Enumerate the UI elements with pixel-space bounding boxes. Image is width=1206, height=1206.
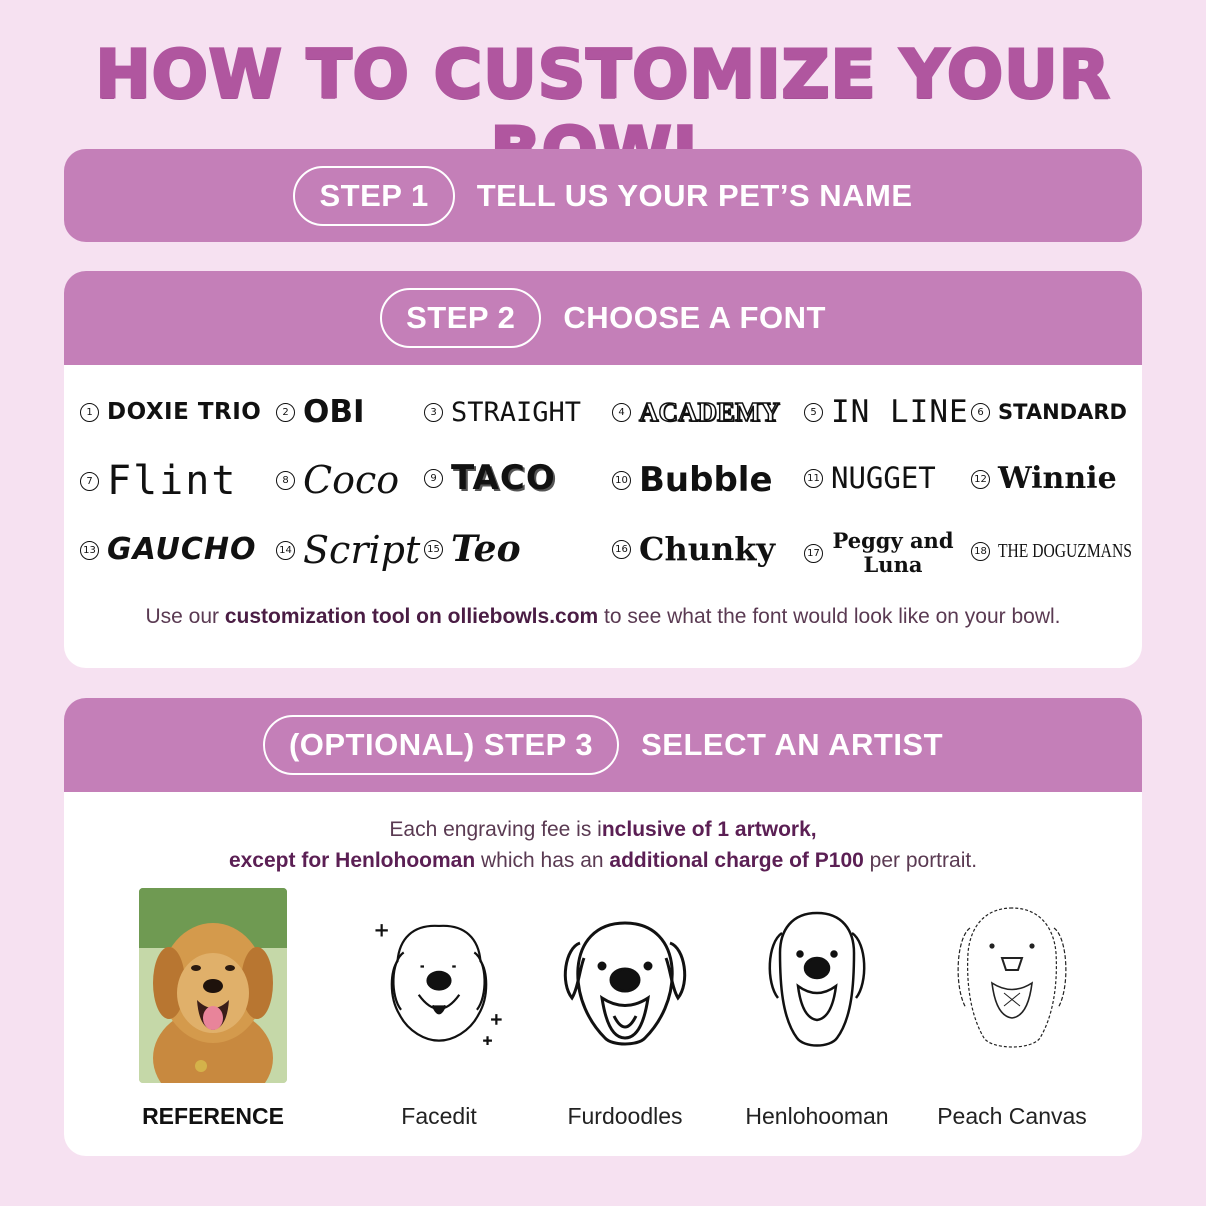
font-number: 8 [276, 471, 295, 490]
font-option-flint[interactable] [80, 458, 238, 504]
font-name: IN LINE [831, 394, 969, 430]
font-number: 9 [424, 469, 443, 488]
reference-dog-photo [139, 888, 287, 1083]
note-text: to see what the font would look like on your bowl. [598, 605, 1061, 628]
font-options [64, 365, 1142, 595]
font-number: 2 [276, 403, 295, 422]
font-option-coco[interactable] [276, 458, 400, 502]
fee-emphasis: nclusive of 1 artwork, [601, 818, 817, 841]
artist-option-furdoodles[interactable] [530, 888, 720, 1130]
facedit-dog-icon [364, 888, 514, 1083]
font-name: OBI [303, 394, 365, 430]
font-name: Teo [451, 528, 521, 570]
font-option-obi[interactable] [276, 394, 365, 430]
step2-card [64, 271, 1142, 668]
henlohooman-dog-icon [752, 888, 882, 1083]
font-name: Chunky [639, 530, 776, 568]
step1-pill: STEP 1 [293, 166, 454, 226]
font-number: 14 [276, 541, 295, 560]
note-text: Use our [145, 605, 225, 628]
font-name: ACADEMY [639, 397, 780, 427]
customization-note [64, 605, 1142, 629]
font-name: Flint [107, 458, 238, 504]
font-number: 10 [612, 471, 631, 490]
font-number: 17 [804, 544, 823, 563]
font-option-winnie[interactable] [971, 461, 1117, 496]
fee-line-1 [64, 814, 1142, 845]
step1-card [64, 149, 1142, 242]
font-option-teo[interactable] [424, 528, 521, 570]
font-name: STANDARD [998, 400, 1127, 424]
font-name: TACO [451, 458, 556, 498]
font-number: 13 [80, 541, 99, 560]
step3-heading: SELECT AN ARTIST [641, 727, 944, 762]
font-number: 18 [971, 542, 990, 561]
step3-card [64, 698, 1142, 1156]
font-option-straight[interactable] [424, 399, 581, 426]
page-title: HOW TO CUSTOMIZE YOUR [95, 36, 1111, 113]
font-option-bubble[interactable] [612, 460, 773, 500]
fee-emphasis: except for Henlohooman [228, 849, 476, 872]
font-name: Script [303, 528, 421, 572]
font-option-standard[interactable] [971, 402, 1127, 423]
font-option-academy[interactable] [612, 399, 780, 426]
font-option-in-line[interactable] [804, 394, 969, 430]
fee-line-2 [64, 845, 1142, 876]
font-option-script[interactable] [276, 528, 421, 572]
font-name: Peggy and Luna [832, 528, 954, 578]
font-name: Winnie [998, 461, 1117, 496]
font-name: THE DOGUZMANS [998, 540, 1132, 562]
artist-label: Henlohooman [745, 1103, 889, 1129]
artist-option-henlohooman[interactable] [722, 888, 912, 1130]
step3-band [64, 698, 1142, 792]
font-option-the-doguzmans[interactable] [971, 541, 1142, 561]
font-name: DOXIE TRIO [107, 399, 262, 425]
artist-label: REFERENCE [142, 1103, 284, 1129]
step1-heading: TELL US YOUR PET’S NAME [476, 177, 913, 213]
furdoodles-dog-icon [550, 888, 700, 1083]
artist-options [64, 888, 1142, 1148]
step2-pill: STEP 2 [380, 288, 541, 348]
font-name: NUGGET [831, 461, 936, 495]
artist-option-facedit[interactable] [344, 888, 534, 1130]
engraving-fee-note [64, 814, 1142, 876]
step2-band [64, 271, 1142, 365]
font-option-doxie-trio[interactable] [80, 401, 261, 424]
artist-label: Facedit [401, 1103, 477, 1129]
font-name: STRAIGHT [451, 397, 582, 428]
step1-band [64, 149, 1142, 242]
font-number: 15 [424, 540, 443, 559]
font-number: 11 [804, 469, 823, 488]
fee-text: which has an [475, 849, 610, 872]
peach-canvas-dog-icon [942, 888, 1082, 1083]
reference-photo-card [118, 888, 308, 1130]
font-number: 6 [971, 403, 990, 422]
font-number: 12 [971, 470, 990, 489]
font-option-nugget[interactable] [804, 461, 936, 495]
font-number: 1 [80, 403, 99, 422]
font-option-gaucho[interactable] [80, 532, 257, 567]
artist-label: Peach Canvas [937, 1103, 1087, 1129]
font-option-chunky[interactable] [612, 530, 776, 568]
font-number: 5 [804, 403, 823, 422]
font-option-taco[interactable] [424, 458, 556, 498]
font-name: Coco [303, 458, 400, 502]
font-name: GAUCHO [107, 532, 257, 567]
artist-option-peach-canvas[interactable] [917, 888, 1107, 1130]
artist-label: Furdoodles [567, 1103, 683, 1129]
font-number: 16 [612, 540, 631, 559]
fee-emphasis: additional charge of P100 [609, 849, 864, 872]
step2-heading: CHOOSE A FONT [563, 300, 826, 335]
fee-text: per portrait. [863, 849, 978, 872]
font-option-peggy-and-luna[interactable] [804, 529, 955, 577]
font-name: Bubble [639, 460, 773, 500]
customization-tool-link[interactable]: customization tool on olliebowls.com [224, 605, 599, 628]
font-number: 4 [612, 403, 631, 422]
fee-text: Each engraving fee is i [389, 818, 602, 841]
font-number: 3 [424, 403, 443, 422]
step3-pill: (OPTIONAL) STEP 3 [263, 715, 619, 775]
font-number: 7 [80, 472, 99, 491]
